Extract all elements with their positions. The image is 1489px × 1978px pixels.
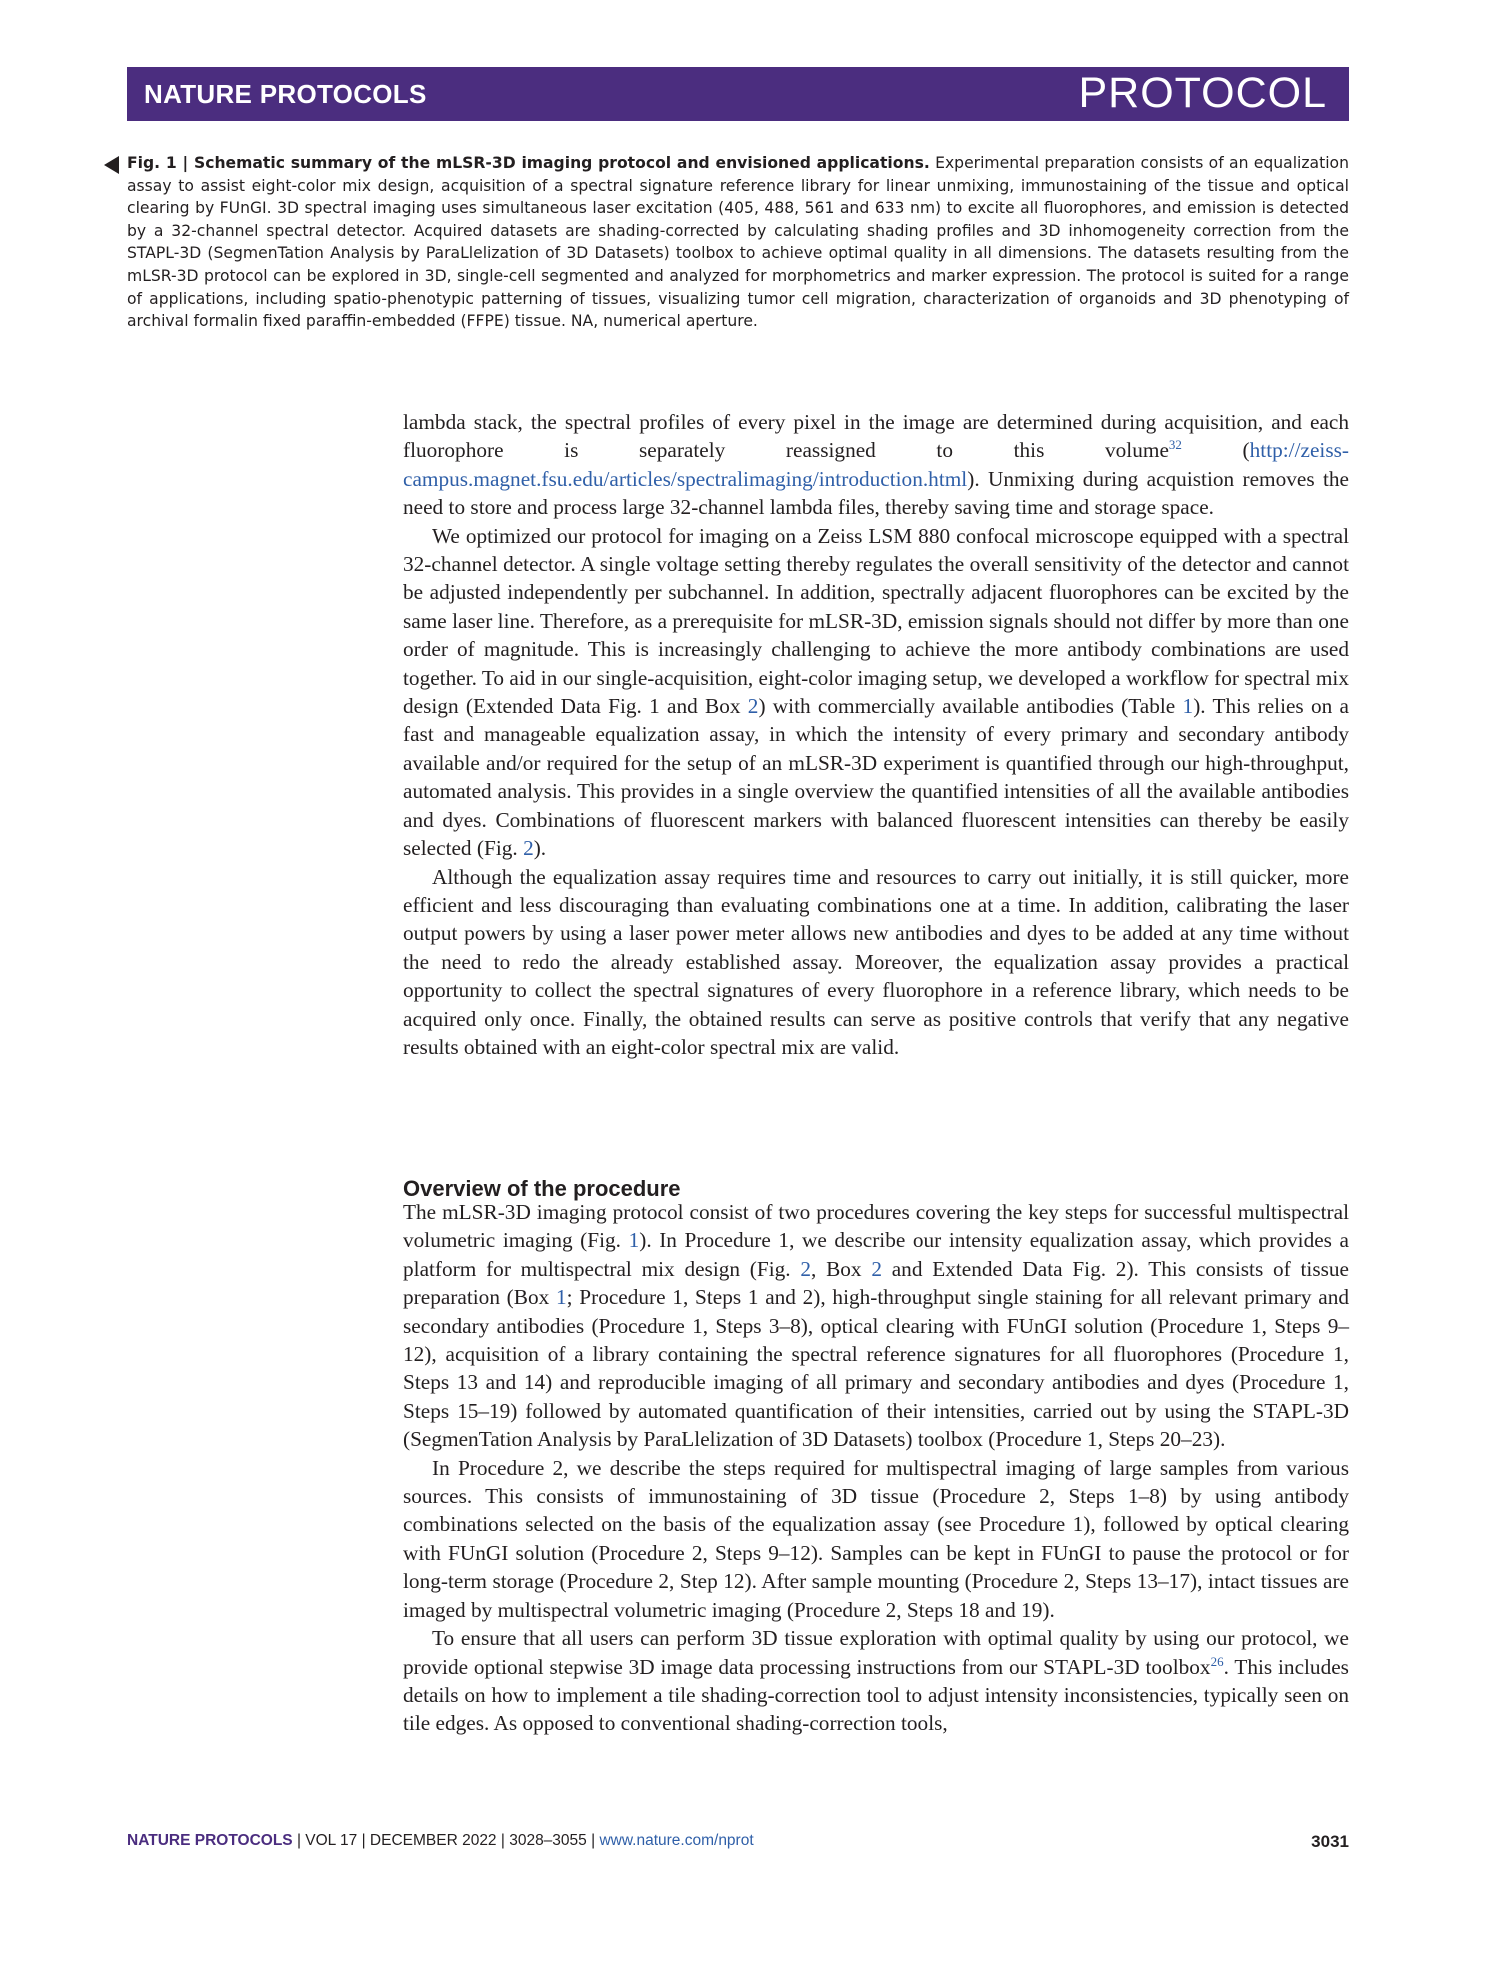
- separator: |: [292, 1832, 306, 1849]
- text: ; Procedure 1, Steps 1 and 2), high-throughput single staining for all relevant primary and secondary antibodies (Procedure 1, Steps 3–8), optical clearing with FUnGI solution (Procedure 1, Steps 9–12), acquisition of a library containing the spectral reference signatures for all fluorophores (Procedure 1, Steps 13 and 14) and reproducible imaging of all primary and secondary antibodies and dyes (Procedure 1, Steps 15–19) followed by automated quantification of their intensities, carried out by using the STAPL-3D (SegmenTation Analysis by ParaLlelization of 3D Datasets) toolbox (Procedure 1, Steps 20–23).: [403, 1285, 1349, 1452]
- header-bar: [127, 67, 1349, 121]
- separator: |: [496, 1832, 510, 1849]
- text: and Extended Data Fig. 2). This consists of tissue preparation (Box: [403, 1256, 1349, 1310]
- text: We optimized our protocol for imaging on a Zeiss LSM 880 confocal microscope equipped with a spectral 32-channel detector. A single voltage setting thereby regulates the overall sensitivity of the detector and cannot be adjusted independently per subchannel. In addition, spectrally adjacent fluorophores can be excited by the same laser line. Therefore, as a prerequisite for mLSR-3D, emission signals should not differ by more than one order of magnitude. This is increasingly challenging to achieve the more antibody combinations are used together. To aid in our single-acquisition, eight-color imaging setup, we developed a workflow for spectral mix design (Extended Data Fig. 1 and Box: [403, 523, 1349, 719]
- footer-pages: 3028–3055: [509, 1832, 587, 1849]
- caption-arrow-icon[interactable]: [104, 156, 119, 174]
- figure-caption: [127, 152, 1349, 333]
- page-footer: [127, 1832, 1349, 1856]
- text: ) with commercially available antibodies (Table: [758, 694, 1183, 719]
- figure-label: Fig. 1 | Schematic summary of the mLSR-3D imaging protocol and envisioned applications.: [127, 154, 930, 172]
- text: The mLSR-3D imaging protocol consist of two procedures covering the key steps for successful multispectral volumetric imaging (Fig.: [403, 1200, 1349, 1253]
- section-label: PROTOCOL: [1078, 69, 1327, 117]
- footer-citation: [127, 1832, 754, 1850]
- footer-url-link[interactable]: www.nature.com/nprot: [599, 1832, 754, 1849]
- paragraph-2: [403, 522, 1349, 863]
- caption-text: Experimental preparation consists of an equalization assay to assist eight-color mix design, acquisition of a spectral signature reference library for linear unmixing, immunostaining of the tissue and optical clearing by FUnGI. 3D spectral imaging uses simultaneous laser excitation (405, 488, 561 and 633 nm) to excite all fluorophores, and emission is detected by a 32-channel spectral detector. Acquired datasets are shading-corrected by calculating shading profiles and 3D inhomogeneity correction from the STAPL-3D (SegmenTation Analysis by ParaLlelization of 3D Datasets) toolbox to achieve optimal quality in all dimensions. The datasets resulting from the mLSR-3D protocol can be explored in 3D, single-cell segmented and analyzed for morphometrics and marker expression. The protocol is suited for a range of applications, including spatio-phenotypic patterning of tissues, visualizing tumor cell migration, characterization of organoids and 3D phenotyping of archival formalin fixed paraffin-embedded (FFPE) tissue. NA, numerical aperture.: [127, 154, 1349, 331]
- body-column-bottom: [403, 1198, 1349, 1738]
- box-link[interactable]: 2: [871, 1256, 882, 1281]
- footer-date: DECEMBER 2022: [369, 1832, 497, 1849]
- text: , Box: [811, 1256, 872, 1281]
- paragraph-5: In Procedure 2, we describe the steps required for multispectral imaging of large samples from various sources. This consists of immunostaining of 3D tissue (Procedure 2, Steps 1–8) by using antibody combinations selected on the basis of the equalization assay (see Procedure 1), followed by optical clearing with FUnGI solution (Procedure 2, Steps 9–12). Samples can be kept in FUnGI to pause the protocol or for long-term storage (Procedure 2, Step 12). After sample mounting (Procedure 2, Steps 13–17), intact tissues are imaged by multispectral volumetric imaging (Procedure 2, Steps 18 and 19).: [403, 1455, 1349, 1622]
- table-link[interactable]: 1: [1182, 694, 1194, 719]
- figure-link[interactable]: 2: [523, 836, 534, 861]
- box-link[interactable]: 1: [555, 1285, 567, 1310]
- footer-journal: NATURE PROTOCOLS: [127, 1832, 293, 1849]
- text: ). Unmixing during acquistion removes the need to store and process large 32-channel lambda files, thereby saving time and storage space.: [403, 466, 1349, 520]
- body-column-top: [403, 408, 1349, 1061]
- reference-link[interactable]: 26: [1210, 1653, 1224, 1669]
- separator: |: [357, 1832, 370, 1849]
- journal-name: NATURE PROTOCOLS: [144, 79, 427, 109]
- footer-volume: VOL 17: [305, 1832, 358, 1849]
- figure-link[interactable]: 2: [800, 1256, 812, 1281]
- url-link[interactable]: http://zeiss-campus.magnet.fsu.edu/articles/spectralimaging/introduction.html: [403, 438, 1349, 491]
- text: To ensure that all users can perform 3D tissue exploration with optimal quality by using our protocol, we provide optional stepwise 3D image data processing instructions from our STAPL-3D toolbox: [403, 1626, 1349, 1679]
- text: . This includes details on how to implement a tile shading-correction tool to adjust intensity inconsistencies, typically seen on tile edges. As opposed to conventional shading-correction tools,: [403, 1654, 1349, 1736]
- page-number: 3031: [1311, 1832, 1349, 1851]
- text: lambda stack, the spectral profiles of every pixel in the image are determined during acquisition, and each fluorophore is separately reassigned to this volume: [403, 410, 1349, 463]
- paragraph-4: [403, 1198, 1349, 1454]
- text: (: [1181, 438, 1250, 463]
- text: ). This relies on a fast and manageable equalization assay, in which the intensity of every primary and secondary antibody available and/or required for the setup of an mLSR-3D experiment is quantified through our high-throughput, automated analysis. This provides in a single overview the quantified intensities of all the available antibodies and dyes. Combinations of fluorescent markers with balanced fluorescent intensities can thereby be easily selected (Fig.: [403, 694, 1349, 861]
- section-heading: Overview of the procedure: [403, 1176, 681, 1201]
- text: ).: [533, 836, 547, 861]
- reference-link[interactable]: 32: [1168, 437, 1182, 453]
- paragraph-6: [403, 1624, 1349, 1738]
- figure-link[interactable]: 1: [628, 1228, 640, 1253]
- box-link[interactable]: 2: [747, 694, 759, 719]
- paragraph-3: Although the equalization assay requires time and resources to carry out initially, it is still quicker, more efficient and less discouraging than evaluating combinations one at a time. In addition, calibrating the laser output powers by using a laser power meter allows new antibodies and dyes to be added at any time without the need to redo the already established assay. Moreover, the equalization assay provides a practical opportunity to collect the spectral signatures of every fluorophore in a reference library, which needs to be acquired only once. Finally, the obtained results can serve as positive controls that verify that any negative results obtained with an eight-color spectral mix are valid.: [403, 864, 1349, 1059]
- separator: |: [586, 1832, 600, 1849]
- text: ). In Procedure 1, we describe our intensity equalization assay, which provides a platform for multispectral mix design (Fig.: [403, 1228, 1349, 1281]
- paragraph-1: [403, 408, 1349, 522]
